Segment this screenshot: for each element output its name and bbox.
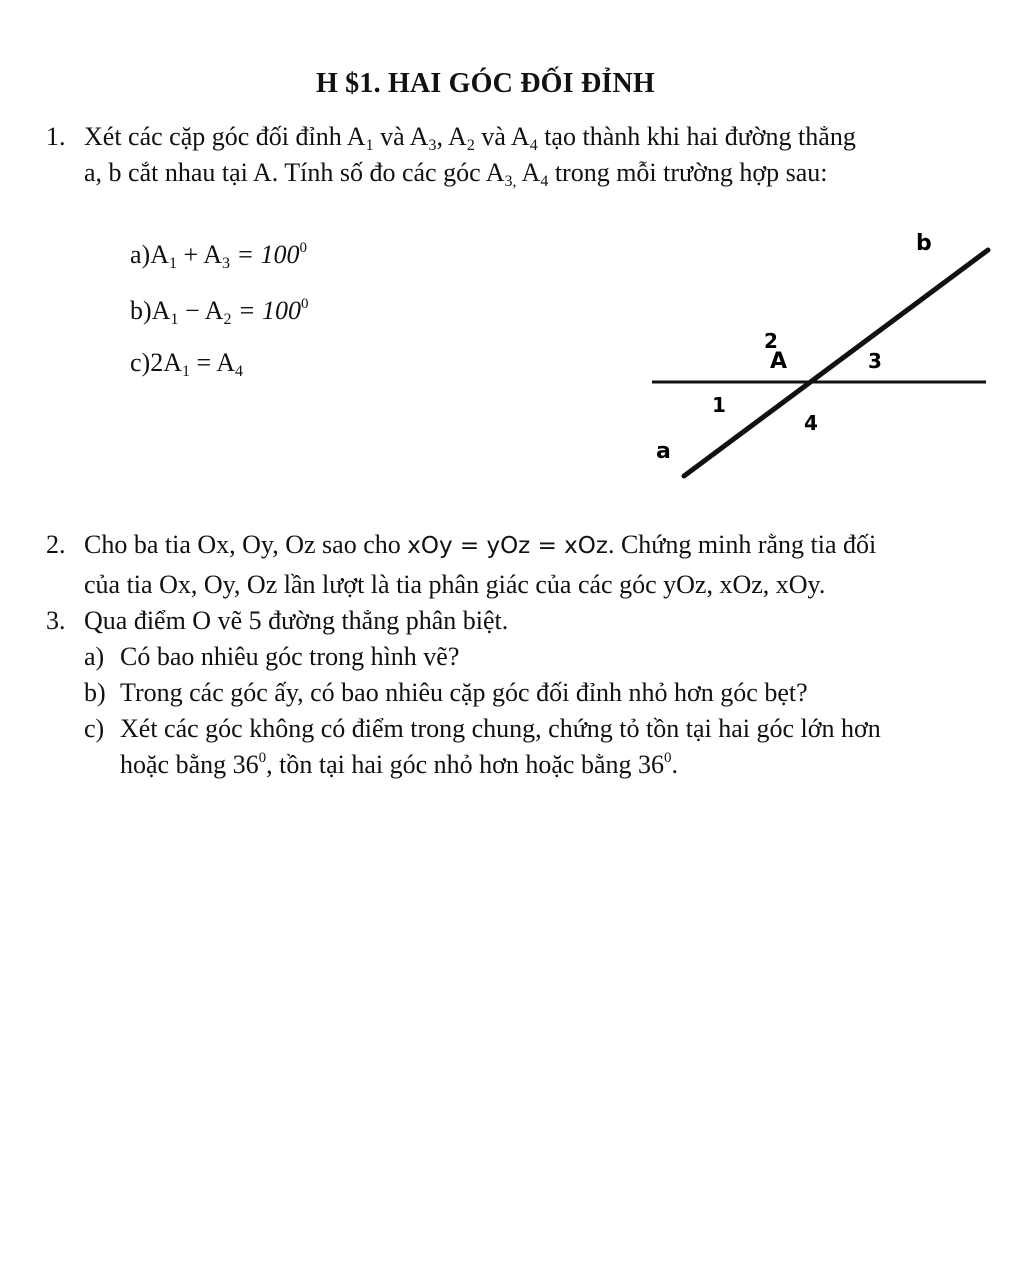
problem-3a-text: Có bao nhiêu góc trong hình vẽ? xyxy=(120,642,460,671)
problem-3b-text: Trong các góc ấy, có bao nhiêu cặp góc đối đỉnh nhỏ hơn góc bẹt? xyxy=(120,678,808,707)
angle-label-4: 4 xyxy=(804,411,818,435)
problem-3-line-1: Qua điểm O vẽ 5 đường thẳng phân biệt. xyxy=(84,606,509,635)
problem-3c-text-1: Xét các góc không có điểm trong chung, chứng tỏ tồn tại hai góc lớn hơn xyxy=(120,714,881,743)
page-title: H $1. HAI GÓC ĐỐI ĐỈNH xyxy=(316,68,655,99)
angle-label-1: 1 xyxy=(712,393,726,417)
problem-2-number: 2. xyxy=(46,530,66,559)
line-diagonal xyxy=(684,250,988,476)
problem-1-number: 1. xyxy=(46,122,66,151)
angle-label-3: 3 xyxy=(868,349,882,373)
label-a: a xyxy=(656,439,671,464)
problem-3-number: 3. xyxy=(46,606,66,635)
problem-3b-label: b) xyxy=(84,678,106,707)
label-point-a: A xyxy=(770,349,788,374)
angle-figure xyxy=(640,220,1000,490)
problem-3a-label: a) xyxy=(84,642,105,671)
angle-label-2: 2 xyxy=(764,329,778,353)
problem-1-line-1: Xét các cặp góc đối đỉnh $A_1$ và $A_3$, $A_2$ và $A_4$ tạo thành khi hai đường thẳng xyxy=(84,122,856,154)
problem-3c-text-2: hoặc bằng $36^0$, tồn tại hai góc nhỏ hơn hoặc bằng $36^0$. xyxy=(120,750,679,779)
case-a: $a)A_1 + A_3 = 100^0$ xyxy=(130,240,308,272)
label-b: b xyxy=(916,231,932,256)
case-b: $b)A_1 - A_2 = 100^0$ xyxy=(130,296,309,328)
problem-2-line-2: của tia Ox, Oy, Oz lần lượt là tia phân giác của các góc yOz, xOz, xOy. xyxy=(84,570,826,599)
case-c: $c)2A_1 = A_4$ xyxy=(130,348,243,380)
problem-2-line-1: Cho ba tia Ox, Oy, Oz sao cho xOy = yOz = xOz. Chứng minh rằng tia đối xyxy=(84,530,877,559)
problem-1-line-2: a, b cắt nhau tại A. Tính số đo các góc $A_{3,}$ $A_4$ trong mỗi trường hợp sau: xyxy=(84,158,828,190)
problem-3c-label: c) xyxy=(84,714,105,743)
